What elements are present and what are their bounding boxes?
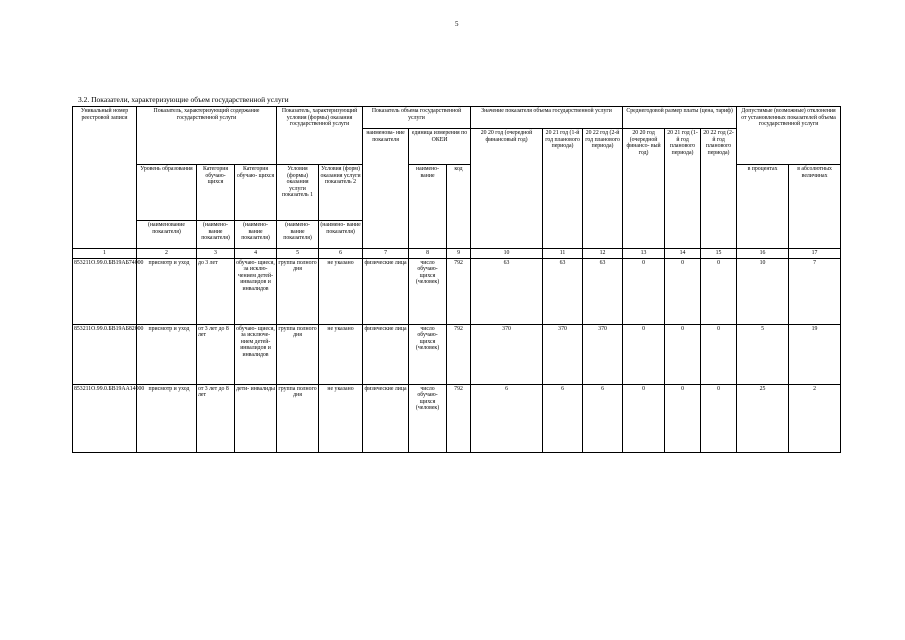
column-number: 17 [789,249,841,259]
education-level-cell: присмотр и уход [137,258,197,324]
deviation-percent-cell: 5 [737,324,789,384]
table-row [73,384,841,452]
unit-code-cell: 792 [447,258,471,324]
value-current-year-cell: 370 [471,324,543,384]
price-plan-2-cell: 0 [701,258,737,324]
column-number: 2 [137,249,197,259]
header-average-price: Среднегодовой размер платы (цена, тариф) [623,107,737,129]
header-name-category-1: (наимено- вание показателя) [197,221,235,249]
column-number: 16 [737,249,789,259]
header-price-year-current: 20 20 год (очередной финансо- вый год) [623,129,665,249]
deviation-absolute-cell: 19 [789,324,841,384]
price-plan-2-cell: 0 [701,384,737,452]
unit-code-cell: 792 [447,384,471,452]
header-name-condition-1: (наимено- вание показателя) [277,221,319,249]
condition-form-cell: группа полного дня [277,258,319,324]
header-condition-2: Условия (форм) оказания услуги показатель 2 [319,165,363,221]
education-level-cell: присмотр и уход [137,324,197,384]
header-volume-indicator: Показатель объема государственной услуги [363,107,471,129]
registry-number-cell: 853211О.99.0.БВ19АБ74000 [73,258,137,324]
column-number: 14 [665,249,701,259]
deviation-absolute-cell: 2 [789,384,841,452]
price-current-year-cell: 0 [623,384,665,452]
indicator-name-cell: физические лица [363,384,409,452]
header-name-condition-2: (наимено- вание показателя) [319,221,363,249]
table-row [73,258,841,324]
condition-2-cell: не указано [319,324,363,384]
price-plan-1-cell: 0 [665,324,701,384]
page-number: 5 [455,20,459,28]
header-unique-number: Уникальный номер реестровой записи [73,107,137,249]
value-current-year-cell: 6 [471,384,543,452]
age-category-cell: до 3 лет [197,258,235,324]
unit-name-cell: число обучаю- щихся (человек) [409,324,447,384]
header-name-level: (наименование показателя) [137,221,197,249]
student-category-cell: обучаю- щиеся, за исключе- нием детей- инвалидов и инвалидов [235,324,277,384]
header-year-current: 20 20 год (очередной финансовый год) [471,129,543,249]
value-plan-1-cell: 6 [543,384,583,452]
condition-2-cell: не указано [319,384,363,452]
indicator-name-cell: физические лица [363,258,409,324]
condition-2-cell: не указано [319,258,363,324]
price-plan-1-cell: 0 [665,384,701,452]
column-number: 4 [235,249,277,259]
value-plan-1-cell: 63 [543,258,583,324]
table-row [73,324,841,384]
section-title: 3.2. Показатели, характеризующие объем государственной услуги [78,95,289,104]
age-category-cell: от 3 лет до 8 лет [197,384,235,452]
age-category-cell: от 3 лет до 8 лет [197,324,235,384]
registry-number-cell: 853211О.99.0.БВ19АБ82000 [73,324,137,384]
condition-form-cell: группа полного дня [277,324,319,384]
unit-name-cell: число обучаю- щихся (человек) [409,384,447,452]
header-content-indicator: Показатель, характеризующий содержание государственной услуги [137,107,277,165]
header-conditions-indicator: Показатель, характеризующий условия (формы) оказания государственной услуги [277,107,363,165]
value-plan-2-cell: 6 [583,384,623,452]
student-category-cell: обучаю- щиеся, за исклю- чением детей- инвалидов и инвалидов [235,258,277,324]
column-number: 15 [701,249,737,259]
header-category-1: Категория обучаю- щихся [197,165,235,221]
column-number: 13 [623,249,665,259]
header-unit-name: наимено- вание [409,165,447,249]
header-price-plan-2: 20 22 год (2-й год планового периода) [701,129,737,249]
column-number: 7 [363,249,409,259]
education-level-cell: присмотр и уход [137,384,197,452]
volume-indicators-table [72,106,841,453]
header-price-plan-1: 20 21 год (1-й год планового периода) [665,129,701,249]
value-plan-1-cell: 370 [543,324,583,384]
header-deviation: Допустимые (возможные) отклонения от установленных показателей объема государственной услуги [737,107,841,165]
column-number-row [73,249,841,259]
column-number: 1 [73,249,137,259]
header-year-plan-2: 20 22 год (2-й год планового периода) [583,129,623,249]
price-plan-1-cell: 0 [665,258,701,324]
header-name-category-2: (наимено- вание показателя) [235,221,277,249]
column-number: 3 [197,249,235,259]
column-number: 6 [319,249,363,259]
column-number: 11 [543,249,583,259]
column-number: 8 [409,249,447,259]
column-number: 5 [277,249,319,259]
student-category-cell: дети- инвалиды [235,384,277,452]
value-plan-2-cell: 370 [583,324,623,384]
header-condition-1: Условия (формы) оказания услуги показатель 1 [277,165,319,221]
header-volume-name: наименова- ние показателя [363,129,409,249]
registry-number-cell: 853211О.99.0.БВ19АА14000 [73,384,137,452]
header-deviation-percent: в процентах [737,165,789,249]
price-plan-2-cell: 0 [701,324,737,384]
deviation-percent-cell: 10 [737,258,789,324]
header-level: Уровень образования [137,165,197,221]
column-number: 10 [471,249,543,259]
indicator-name-cell: физические лица [363,324,409,384]
deviation-percent-cell: 25 [737,384,789,452]
price-current-year-cell: 0 [623,258,665,324]
header-unit-code: код [447,165,471,249]
value-plan-2-cell: 63 [583,258,623,324]
condition-form-cell: группа полного дня [277,384,319,452]
header-volume-value: Значение показателя объема государственной услуги [471,107,623,129]
column-number: 9 [447,249,471,259]
price-current-year-cell: 0 [623,324,665,384]
column-number: 12 [583,249,623,259]
header-category-2: Категория обучаю- щихся [235,165,277,221]
header-year-plan-1: 20 21 год (1-й год планового периода) [543,129,583,249]
header-deviation-absolute: в абсолютных величинах [789,165,841,249]
header-volume-unit: единица измерения по ОКЕИ [409,129,471,165]
unit-name-cell: число обучаю- щихся (человек) [409,258,447,324]
value-current-year-cell: 63 [471,258,543,324]
unit-code-cell: 792 [447,324,471,384]
deviation-absolute-cell: 7 [789,258,841,324]
